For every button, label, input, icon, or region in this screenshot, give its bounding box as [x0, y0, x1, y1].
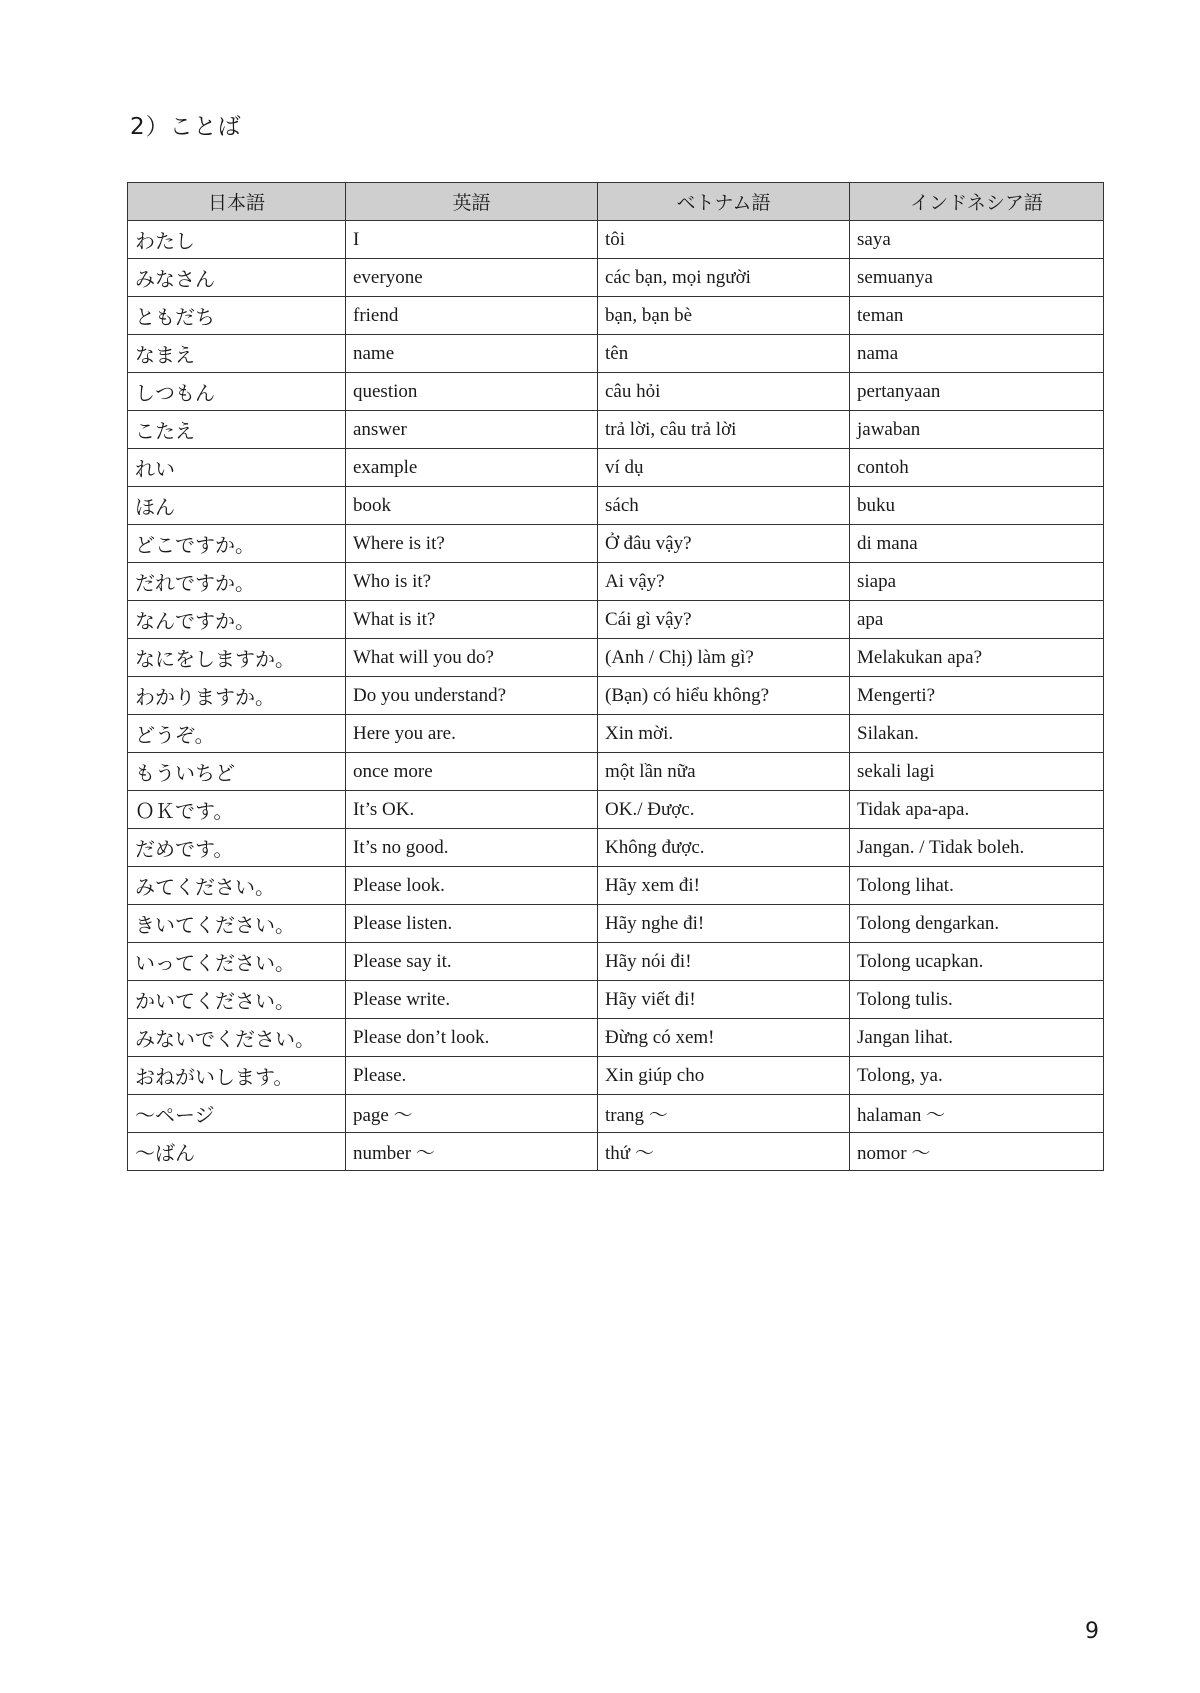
cell-english: once more [346, 753, 598, 791]
cell-english: book [346, 487, 598, 525]
cell-english: example [346, 449, 598, 487]
cell-indonesian: semuanya [850, 259, 1104, 297]
cell-english: I [346, 221, 598, 259]
cell-english: answer [346, 411, 598, 449]
table-row [128, 981, 1104, 1019]
cell-indonesian: jawaban [850, 411, 1104, 449]
table-header [128, 183, 1104, 221]
cell-japanese: どうぞ。 [128, 715, 346, 753]
cell-indonesian: Tolong tulis. [850, 981, 1104, 1019]
cell-vietnamese: Ở đâu vậy? [598, 525, 850, 563]
table-row [128, 1095, 1104, 1133]
table-row [128, 601, 1104, 639]
table-row [128, 867, 1104, 905]
table-row [128, 487, 1104, 525]
cell-english: It’s no good. [346, 829, 598, 867]
cell-vietnamese: ví dụ [598, 449, 850, 487]
cell-indonesian: Tolong ucapkan. [850, 943, 1104, 981]
cell-english: What will you do? [346, 639, 598, 677]
header-english: 英語 [346, 183, 598, 221]
table-row [128, 411, 1104, 449]
cell-indonesian: Mengerti? [850, 677, 1104, 715]
cell-indonesian: Tolong lihat. [850, 867, 1104, 905]
cell-japanese: れい [128, 449, 346, 487]
cell-japanese: みないでください。 [128, 1019, 346, 1057]
cell-vietnamese: các bạn, mọi người [598, 259, 850, 297]
cell-vietnamese: câu hỏi [598, 373, 850, 411]
cell-indonesian: nama [850, 335, 1104, 373]
table-row [128, 335, 1104, 373]
cell-japanese: こたえ [128, 411, 346, 449]
cell-japanese: わかりますか。 [128, 677, 346, 715]
table-row [128, 905, 1104, 943]
cell-japanese: どこですか。 [128, 525, 346, 563]
cell-indonesian: Melakukan apa? [850, 639, 1104, 677]
cell-vietnamese: Hãy nói đi! [598, 943, 850, 981]
cell-english: friend [346, 297, 598, 335]
cell-japanese: ～ページ [128, 1095, 346, 1133]
page-number: 9 [1085, 1619, 1099, 1644]
table-row [128, 297, 1104, 335]
table-row [128, 829, 1104, 867]
section-title: 2）ことば [130, 114, 242, 140]
cell-indonesian: Jangan. / Tidak boleh. [850, 829, 1104, 867]
cell-english: number ～ [346, 1133, 598, 1171]
cell-indonesian: Tidak apa-apa. [850, 791, 1104, 829]
cell-indonesian: siapa [850, 563, 1104, 601]
cell-english: name [346, 335, 598, 373]
table-row [128, 639, 1104, 677]
cell-english: Where is it? [346, 525, 598, 563]
table-row [128, 259, 1104, 297]
cell-english: Please. [346, 1057, 598, 1095]
cell-indonesian: Tolong, ya. [850, 1057, 1104, 1095]
table-row [128, 449, 1104, 487]
cell-vietnamese: trả lời, câu trả lời [598, 411, 850, 449]
cell-english: everyone [346, 259, 598, 297]
cell-japanese: わたし [128, 221, 346, 259]
cell-english: Who is it? [346, 563, 598, 601]
table-body [128, 221, 1104, 1171]
table-row [128, 373, 1104, 411]
cell-japanese: だめです。 [128, 829, 346, 867]
table-row [128, 753, 1104, 791]
cell-japanese: きいてください。 [128, 905, 346, 943]
cell-vietnamese: (Anh / Chị) làm gì? [598, 639, 850, 677]
cell-vietnamese: tôi [598, 221, 850, 259]
cell-english: Please listen. [346, 905, 598, 943]
cell-indonesian: halaman ～ [850, 1095, 1104, 1133]
cell-vietnamese: Đừng có xem! [598, 1019, 850, 1057]
table-row [128, 563, 1104, 601]
header-indonesian: インドネシア語 [850, 183, 1104, 221]
cell-indonesian: nomor ～ [850, 1133, 1104, 1171]
cell-japanese: おねがいします。 [128, 1057, 346, 1095]
cell-indonesian: Jangan lihat. [850, 1019, 1104, 1057]
cell-japanese: ともだち [128, 297, 346, 335]
cell-vietnamese: Ai vậy? [598, 563, 850, 601]
header-row [128, 183, 1104, 221]
cell-indonesian: di mana [850, 525, 1104, 563]
cell-english: It’s OK. [346, 791, 598, 829]
cell-japanese: なんですか。 [128, 601, 346, 639]
table-row [128, 525, 1104, 563]
table-row [128, 1057, 1104, 1095]
cell-japanese: みなさん [128, 259, 346, 297]
cell-vietnamese: Hãy viết đi! [598, 981, 850, 1019]
cell-vietnamese: (Bạn) có hiểu không? [598, 677, 850, 715]
table-row [128, 1133, 1104, 1171]
cell-indonesian: teman [850, 297, 1104, 335]
cell-vietnamese: tên [598, 335, 850, 373]
table-row [128, 943, 1104, 981]
cell-japanese: ほん [128, 487, 346, 525]
cell-japanese: いってください。 [128, 943, 346, 981]
cell-vietnamese: một lần nữa [598, 753, 850, 791]
cell-japanese: ＯＫです。 [128, 791, 346, 829]
cell-indonesian: apa [850, 601, 1104, 639]
cell-english: Please write. [346, 981, 598, 1019]
cell-vietnamese: Hãy xem đi! [598, 867, 850, 905]
cell-indonesian: buku [850, 487, 1104, 525]
table-row [128, 677, 1104, 715]
cell-indonesian: sekali lagi [850, 753, 1104, 791]
cell-japanese: かいてください。 [128, 981, 346, 1019]
cell-japanese: なにをしますか。 [128, 639, 346, 677]
cell-indonesian: pertanyaan [850, 373, 1104, 411]
cell-english: Here you are. [346, 715, 598, 753]
cell-vietnamese: Cái gì vậy? [598, 601, 850, 639]
vocabulary-table [127, 182, 1104, 1171]
cell-english: Please look. [346, 867, 598, 905]
cell-japanese: なまえ [128, 335, 346, 373]
cell-english: Please don’t look. [346, 1019, 598, 1057]
cell-vietnamese: Không được. [598, 829, 850, 867]
cell-japanese: ～ばん [128, 1133, 346, 1171]
cell-english: question [346, 373, 598, 411]
cell-vietnamese: Xin giúp cho [598, 1057, 850, 1095]
table-row [128, 221, 1104, 259]
cell-indonesian: saya [850, 221, 1104, 259]
header-japanese: 日本語 [128, 183, 346, 221]
cell-japanese: しつもん [128, 373, 346, 411]
cell-english: Please say it. [346, 943, 598, 981]
cell-vietnamese: trang ～ [598, 1095, 850, 1133]
cell-indonesian: Tolong dengarkan. [850, 905, 1104, 943]
cell-vietnamese: thứ ～ [598, 1133, 850, 1171]
header-vietnamese: ベトナム語 [598, 183, 850, 221]
table-row [128, 715, 1104, 753]
cell-vietnamese: OK./ Được. [598, 791, 850, 829]
table-row [128, 791, 1104, 829]
cell-vietnamese: bạn, bạn bè [598, 297, 850, 335]
cell-vietnamese: Xin mời. [598, 715, 850, 753]
cell-japanese: もういちど [128, 753, 346, 791]
cell-english: Do you understand? [346, 677, 598, 715]
cell-japanese: だれですか。 [128, 563, 346, 601]
cell-vietnamese: Hãy nghe đi! [598, 905, 850, 943]
cell-japanese: みてください。 [128, 867, 346, 905]
cell-english: What is it? [346, 601, 598, 639]
cell-english: page ～ [346, 1095, 598, 1133]
cell-vietnamese: sách [598, 487, 850, 525]
cell-indonesian: contoh [850, 449, 1104, 487]
cell-indonesian: Silakan. [850, 715, 1104, 753]
table-row [128, 1019, 1104, 1057]
